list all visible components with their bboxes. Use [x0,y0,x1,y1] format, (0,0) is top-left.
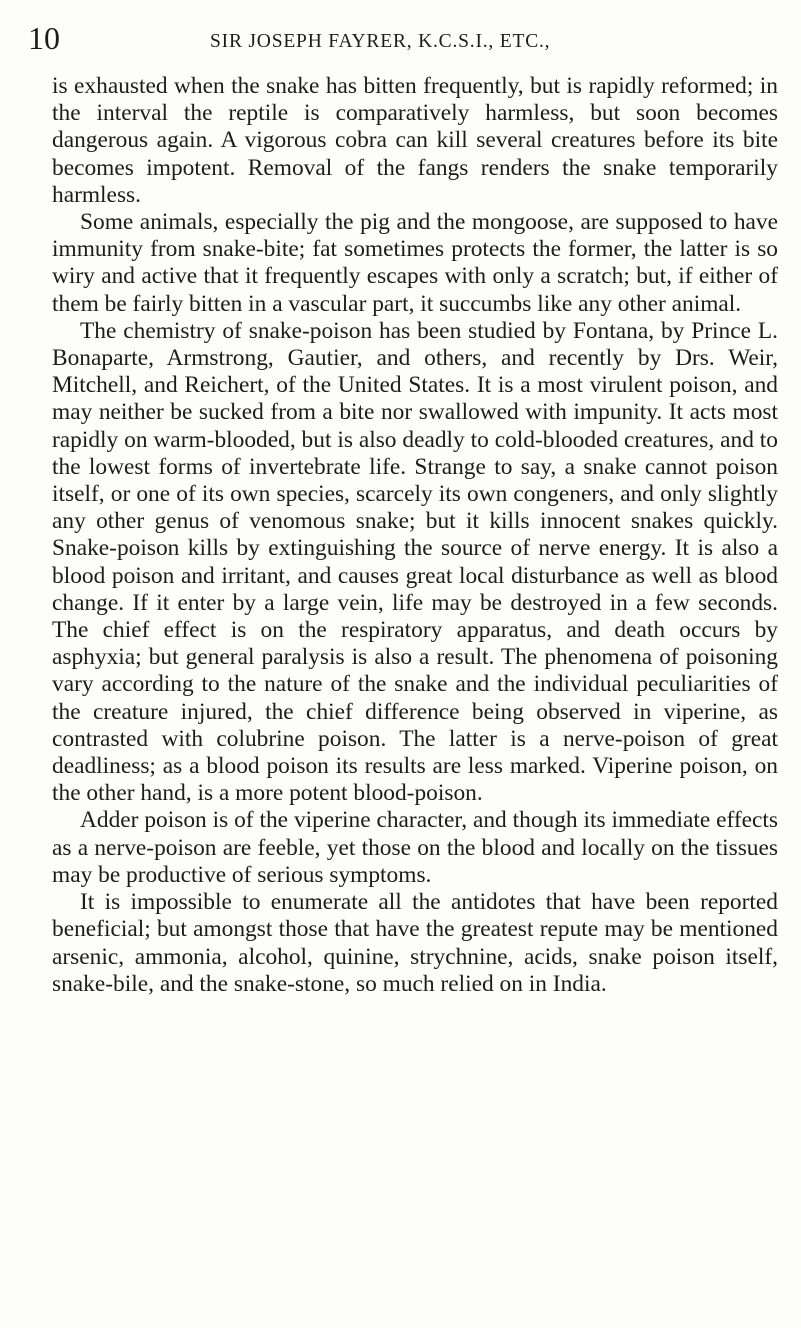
paragraph-antidotes: It is impossible to enumerate all the antidotes that have been reported beneficial; but amongst those that have the greatest repute may be mentioned arsenic, ammonia, alcohol, quinine, strychnine, acids, snake poison itself, snake-bile, and the snake-stone, so much relied on in India. [52,889,778,997]
body-text [52,73,778,998]
running-head: SIR JOSEPH FAYRER, K.C.S.I., ETC., [210,31,551,52]
paragraph-adder-poison: Adder poison is of the viperine character, and though its immediate effects as a nerve-poison are feeble, yet those on the blood and locally on the tissues may be productive of serious symptoms. [52,807,778,888]
paragraph-chemistry: The chemistry of snake-poison has been studied by Fontana, by Prince L. Bonaparte, Armstrong, Gautier, and others, and recently by Drs. Weir, Mitchell, and Reichert, of the United States. It is a most virulent poison, and may neither be sucked from a bite nor swallowed with impunity. It acts most rapidly on warm-blooded, but is also deadly to cold-blooded creatures, and to the lowest forms of invertebrate life. Strange to say, a snake cannot poison itself, or one of its own species, scarcely its own congeners, and only slightly any other genus of venomous snake; but it kills innocent snakes quickly. Snake-poison kills by extinguishing the source of nerve energy. It is also a blood poison and irritant, and causes great local disturbance as well as blood change. If it enter by a large vein, life may be destroyed in a few seconds. The chief effect is on the respiratory apparatus, and death occurs by asphyxia; but general paralysis is also a result. The phenomena of poisoning vary according to the nature of the snake and the individual peculiarities of the creature injured, the chief difference being observed in viperine, as contrasted with colubrine poison. The latter is a nerve-poison of great deadliness; as a blood poison its results are less marked. Viperine poison, on the other hand, is a more potent blood-poison. [52,317,778,807]
page-number: 10 [28,20,60,56]
paragraph-continuation: is exhausted when the snake has bitten frequently, but is rapidly reformed; in the interval the reptile is comparatively harmless, but soon becomes dangerous again. A vigorous cobra can kill several creatures before its bite becomes impotent. Removal of the fangs renders the snake temporarily harmless. [52,73,778,208]
paragraph-immunity: Some animals, especially the pig and the mongoose, are supposed to have immunity from snake-bite; fat sometimes protects the former, the latter is so wiry and active that it frequently escapes with only a scratch; but, if either of them be fairly bitten in a vascular part, it succumbs like any other animal. [52,209,778,317]
